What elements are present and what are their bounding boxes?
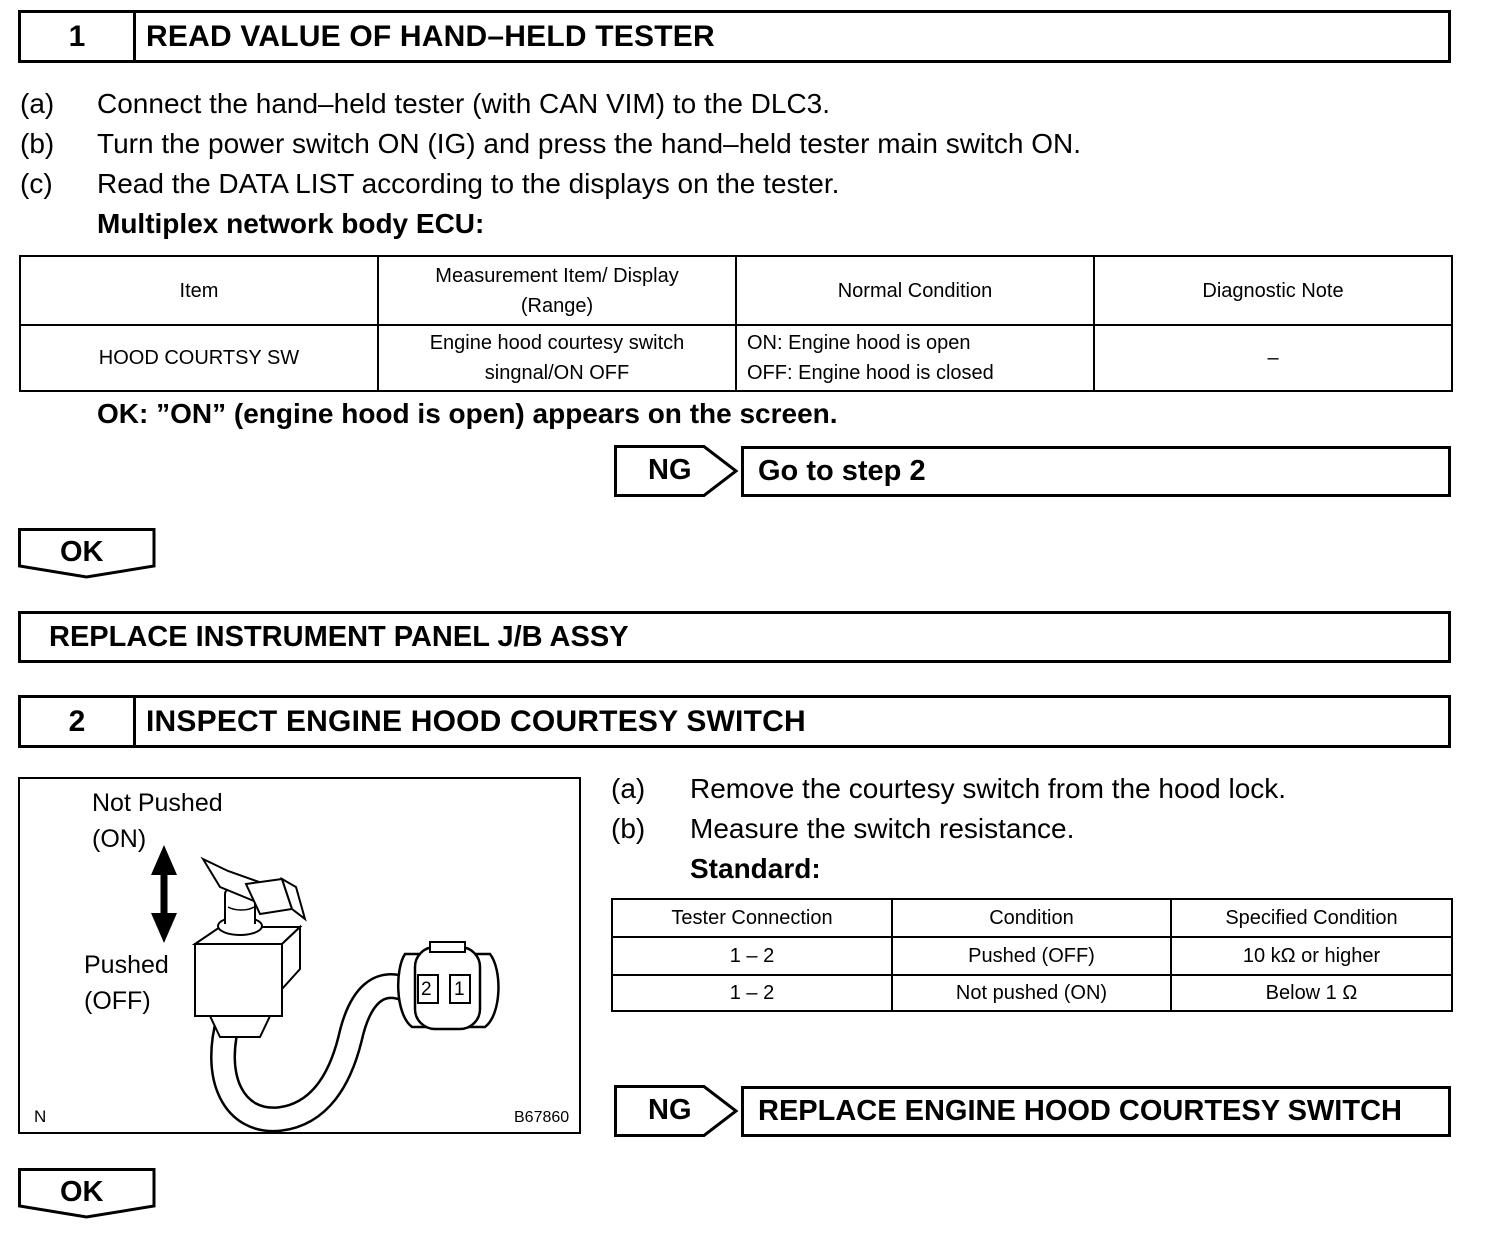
ng-label-1: NG — [648, 454, 692, 486]
standard-label: Standard: — [690, 853, 821, 884]
step-1c-text: Read the DATA LIST according to the displays on the tester. — [97, 168, 840, 199]
cell-connection: 1 – 2 — [612, 937, 892, 975]
cell-specified: Below 1 Ω — [1171, 975, 1452, 1011]
diagram-code: B67860 — [514, 1109, 570, 1126]
step-2a-letter: (a) — [611, 773, 646, 804]
table-header-row — [20, 256, 1452, 325]
step-2-title: INSPECT ENGINE HOOD COURTESY SWITCH — [146, 704, 806, 738]
cell-normal-condition: ON: Engine hood is open OFF: Engine hood is closed — [736, 325, 1094, 391]
cell-specified: 10 kΩ or higher — [1171, 937, 1452, 975]
header-specified-condition: Specified Condition — [1171, 899, 1452, 937]
replace-jb-text: REPLACE INSTRUMENT PANEL J/B ASSY — [49, 620, 629, 653]
header-diagnostic-note: Diagnostic Note — [1094, 256, 1452, 325]
header-item: Item — [20, 256, 378, 325]
pin-1-label: 1 — [454, 979, 465, 1000]
switch-diagram — [18, 777, 581, 1134]
connector — [398, 942, 498, 1029]
replace-jb-box — [18, 611, 1451, 663]
not-pushed-state: (ON) — [92, 825, 147, 853]
pushed-state: (OFF) — [84, 987, 151, 1015]
step-2-header — [18, 695, 1451, 748]
ok-condition-text: OK: ”ON” (engine hood is open) appears on the screen. — [97, 398, 838, 429]
diagram-corner-n: N — [34, 1107, 47, 1126]
table-row — [612, 937, 1452, 975]
ng-result-1-text: Go to step 2 — [758, 455, 926, 487]
header-tester-connection: Tester Connection — [612, 899, 892, 937]
cell-condition: Not pushed (ON) — [892, 975, 1171, 1011]
step-1a-letter: (a) — [20, 88, 55, 119]
cell-measurement: Engine hood courtesy switch singnal/ON OFF — [378, 325, 736, 391]
table-row — [20, 325, 1452, 391]
ok-label-2: OK — [60, 1176, 104, 1208]
ok-label-1: OK — [60, 536, 104, 568]
switch-body — [195, 859, 305, 1037]
cell-condition: Pushed (OFF) — [892, 937, 1171, 975]
step-1-number: 1 — [21, 13, 136, 60]
header-condition: Condition — [892, 899, 1171, 937]
pushed-label: Pushed — [84, 951, 169, 979]
cell-item: HOOD COURTSY SW — [20, 325, 378, 391]
ng-result-2 — [741, 1086, 1451, 1137]
data-list-table — [19, 255, 1453, 392]
step-2a-text: Remove the courtesy switch from the hood lock. — [690, 773, 1287, 804]
step-1-title: READ VALUE OF HAND–HELD TESTER — [146, 19, 715, 53]
step-2-number: 2 — [21, 698, 136, 745]
resistance-table — [611, 898, 1453, 1012]
ng-result-1 — [741, 446, 1451, 497]
step-1b-letter: (b) — [20, 128, 55, 159]
double-arrow-icon — [151, 845, 177, 943]
ecu-label: Multiplex network body ECU: — [97, 208, 485, 239]
header-normal-condition: Normal Condition — [736, 256, 1094, 325]
table-row — [612, 975, 1452, 1011]
step-1c-letter: (c) — [20, 168, 53, 199]
resistance-header-row — [612, 899, 1452, 937]
step-1-header — [18, 10, 1451, 63]
cell-connection: 1 – 2 — [612, 975, 892, 1011]
step-1a-text: Connect the hand–held tester (with CAN VIM) to the DLC3. — [97, 88, 831, 119]
cell-diagnostic-note: – — [1094, 325, 1452, 391]
step-2b-text: Measure the switch resistance. — [690, 813, 1075, 844]
step-2b-letter: (b) — [611, 813, 646, 844]
header-measurement: Measurement Item/ Display (Range) — [378, 256, 736, 325]
not-pushed-label: Not Pushed — [92, 789, 223, 817]
pin-2-label: 2 — [421, 979, 432, 1000]
ng-label-2: NG — [648, 1094, 692, 1126]
courtesy-switch-illustration — [20, 779, 579, 1132]
step-1b-text: Turn the power switch ON (IG) and press the hand–held tester main switch ON. — [97, 128, 1082, 159]
ng-result-2-text: REPLACE ENGINE HOOD COURTESY SWITCH — [758, 1095, 1402, 1127]
